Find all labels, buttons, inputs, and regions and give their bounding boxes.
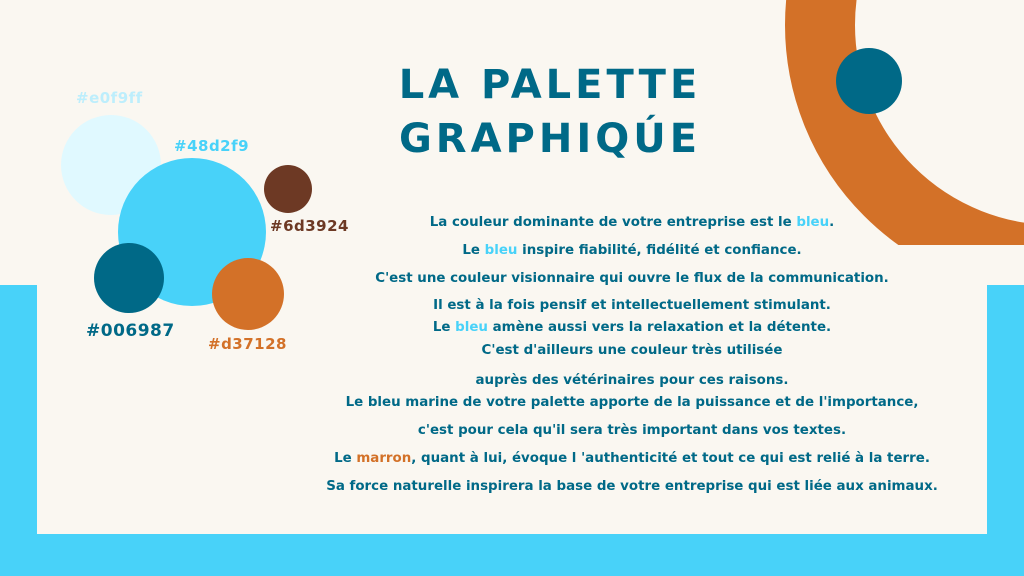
swatch-label-6d3924: #6d3924 (270, 217, 349, 235)
title-line-2: GRAPHIQÚE (398, 116, 702, 162)
title-line-1: LA PALETTE (398, 62, 702, 108)
text-line: c'est pour cela qu'il sera très important dans vos textes. (417, 423, 847, 438)
swatch-label-48d2f9: #48d2f9 (174, 137, 250, 155)
page-title (370, 58, 730, 166)
text-span: Le (432, 320, 456, 335)
text-line (270, 451, 994, 466)
text-span: Le (334, 451, 357, 466)
text-span: , quant à lui, évoque l 'authenticité et tout ce qui est relié à la terre. (411, 451, 930, 466)
swatch-label-d37128: #d37128 (208, 335, 287, 353)
highlight-blue: bleu (455, 320, 488, 335)
swatch-label-e0f9ff: #e0f9ff (76, 89, 143, 107)
highlight-blue: bleu (796, 215, 830, 230)
text-line (270, 320, 994, 335)
arc-ring (785, 0, 1024, 245)
text-line: Sa force naturelle inspirera la base de votre entreprise qui est liée aux animaux. (326, 479, 938, 494)
text-line: C'est une couleur visionnaire qui ouvre le flux de la communication. (375, 271, 889, 286)
highlight-blue: bleu (484, 243, 518, 258)
decorative-arc (760, 0, 1024, 245)
swatch-6d3924 (264, 165, 312, 213)
text-span: La couleur dominante de votre entreprise est le (429, 215, 797, 230)
swatch-006987 (94, 243, 164, 313)
text-span: . (829, 215, 835, 230)
text-line (270, 243, 994, 258)
text-line: C'est d'ailleurs une couleur très utilisée (481, 343, 783, 358)
text-line (270, 215, 994, 230)
text-span: inspire fiabilité, fidélité et confiance. (517, 243, 802, 258)
text-line: auprès des vétérinaires pour ces raisons. (475, 373, 789, 388)
highlight-brown: marron (356, 451, 412, 466)
text-span: Le (462, 243, 485, 258)
text-span: amène aussi vers la relaxation et la détente. (487, 320, 832, 335)
text-line: Le bleu marine de votre palette apporte de la puissance et de l'importance, (345, 395, 919, 410)
text-line: Il est à la fois pensif et intellectuellement stimulant. (433, 298, 831, 313)
swatch-label-006987: #006987 (86, 321, 175, 341)
decorative-dot (836, 48, 902, 114)
